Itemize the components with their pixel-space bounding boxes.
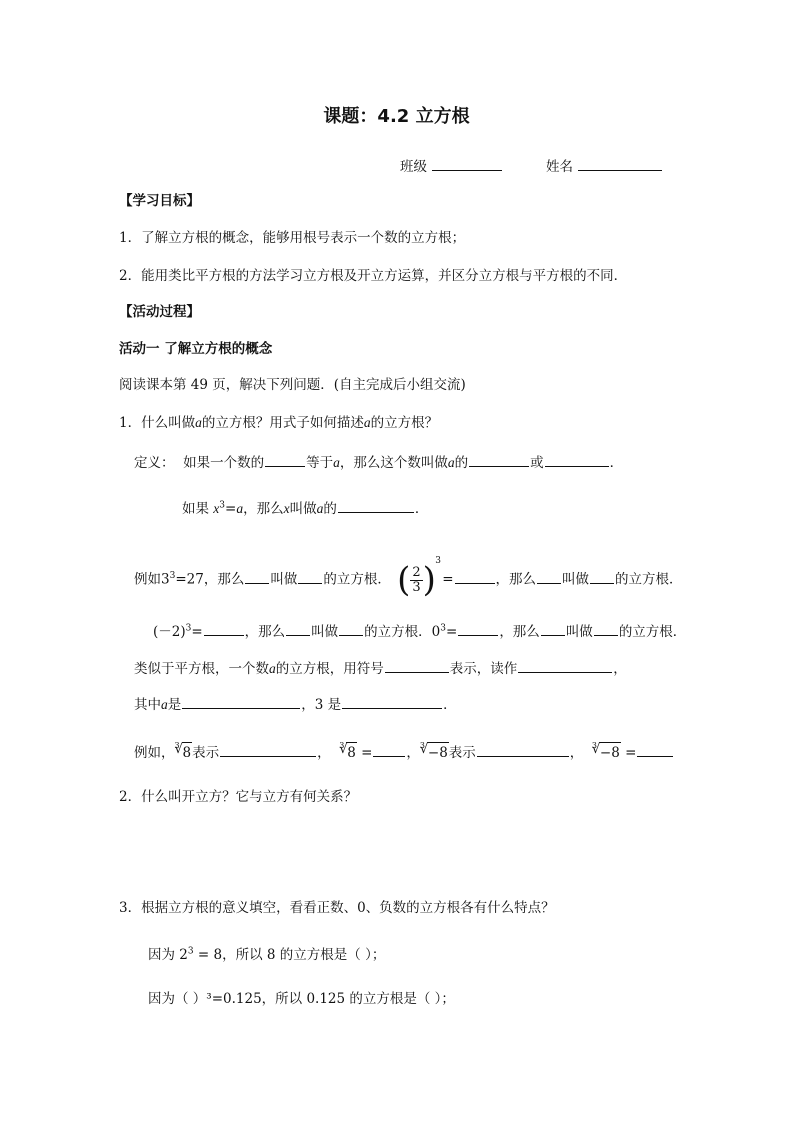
page-title: 课题：4.2 立方根: [323, 106, 470, 127]
blank[interactable]: [182, 693, 300, 709]
question-1: 1．什么叫做a的立方根？用式子如何描述a的立方根？: [119, 415, 439, 431]
blank[interactable]: [385, 657, 449, 673]
where-line: 其中a是 ，3 是 ．: [134, 693, 457, 715]
blank[interactable]: [637, 741, 673, 757]
blank[interactable]: [298, 568, 322, 584]
class-field: [400, 155, 503, 177]
activity-1-heading: 活动一 了解立方根的概念: [119, 341, 273, 357]
similar-line: 类似于平方根，一个数a的立方根，用符号 表示，读作 ，: [134, 657, 627, 679]
question-3-line-2: 因为（ ）³=0.125，所以 0.125 的立方根是（ ）；: [148, 991, 455, 1007]
blank[interactable]: [545, 451, 609, 467]
blank[interactable]: [458, 620, 498, 636]
blank[interactable]: [594, 620, 618, 636]
name-label: 姓名: [546, 159, 573, 175]
blank[interactable]: [518, 657, 612, 673]
process-heading: 【活动过程】: [119, 304, 200, 320]
goal-item-1: 1．了解立方根的概念，能够用根号表示一个数的立方根；: [119, 230, 466, 246]
example-line-1: 例如$3^3=27$，那么 叫做 的立方根． ( $\frac{2}{3}$ ) 3 = ，那么 叫做 的立方根．: [134, 556, 683, 600]
blank[interactable]: [342, 693, 442, 709]
class-blank[interactable]: [432, 155, 502, 171]
blank[interactable]: [339, 620, 363, 636]
blank[interactable]: [220, 741, 316, 757]
blank[interactable]: [373, 741, 405, 757]
fraction-two-thirds: ( $\frac{2}{3}$ ) 3: [397, 556, 441, 600]
blank[interactable]: [590, 568, 614, 584]
blank[interactable]: [265, 451, 305, 467]
reading-instruction: 阅读课本第 49 页，解决下列问题．(自主完成后小组交流): [119, 377, 466, 393]
definition-line-1: 定义： 如果一个数的 等于a，那么这个数叫做a的 或 ．: [134, 451, 623, 473]
question-3-line-1: 因为 $2^3 = 8$，所以 8 的立方根是（ ）；: [148, 946, 386, 963]
goals-heading: 【学习目标】: [119, 193, 200, 209]
question-3: 3．根据立方根的意义填空，看看正数、0、负数的立方根各有什么特点？: [119, 900, 555, 916]
definition-line-2: 如果 $x^3=a$，那么x叫做a的 ．: [182, 497, 428, 519]
blank[interactable]: [469, 451, 529, 467]
example-line-2: $(-2)^3=$ ，那么 叫做 的立方根．$0^3=$ ，那么 叫做 的立方根．: [153, 620, 686, 642]
blank[interactable]: [338, 497, 414, 513]
blank[interactable]: [455, 568, 495, 584]
cube-root-neg8: 3 √ −8: [420, 742, 449, 763]
name-blank[interactable]: [578, 155, 662, 171]
example-roots-line: 例如， 3 √ 8表示 ， 3 √ 8 = ， 3 √ −8表示 ， 3 √ −8 =: [134, 741, 674, 763]
blank[interactable]: [477, 741, 569, 757]
class-label: 班级: [400, 159, 427, 175]
goal-item-2: 2．能用类比平方根的方法学习立方根及开立方运算，并区分立方根与平方根的不同．: [119, 268, 628, 284]
blank[interactable]: [541, 620, 565, 636]
blank[interactable]: [245, 568, 269, 584]
cube-root-8: 3 √ 8: [175, 742, 193, 763]
blank[interactable]: [537, 568, 561, 584]
question-2: 2．什么叫开立方？它与立方有何关系？: [119, 789, 358, 805]
name-field: [546, 155, 663, 177]
blank[interactable]: [204, 620, 244, 636]
cube-root-8: 3 √ 8: [339, 742, 357, 763]
blank[interactable]: [286, 620, 310, 636]
cube-root-neg8: 3 √ −8: [592, 742, 621, 763]
